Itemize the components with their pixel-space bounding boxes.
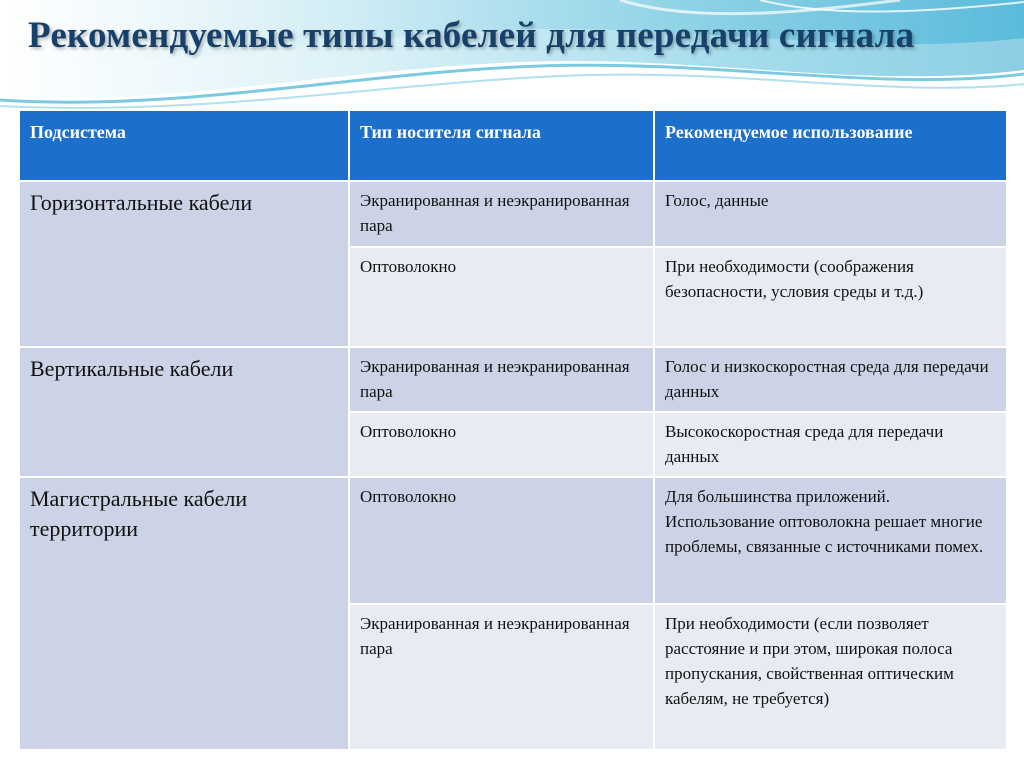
table-header-row — [19, 110, 1007, 181]
header-subsystem: Подсистема — [19, 110, 349, 181]
usage-cell: При необходимости (если позволяет расстояние и при этом, широкая полоса пропускания, свойственная оптическим кабелям, не требуется) — [654, 604, 1007, 750]
medium-cell: Оптоволокно — [349, 247, 654, 347]
medium-cell: Экранированная и неэкранированная пара — [349, 347, 654, 412]
usage-cell: Высокоскоростная среда для передачи данных — [654, 412, 1007, 477]
table-row — [19, 181, 1007, 247]
usage-cell: Для большинства приложений. Использование оптоволокна решает многие проблемы, связанные с источниками помех. — [654, 477, 1007, 604]
table-row — [19, 477, 1007, 604]
subsystem-cell: Вертикальные кабели — [19, 347, 349, 477]
usage-cell: При необходимости (соображения безопасности, условия среды и т.д.) — [654, 247, 1007, 347]
medium-cell: Оптоволокно — [349, 412, 654, 477]
slide-title: Рекомендуемые типы кабелей для передачи сигнала — [28, 15, 915, 56]
header-recommended-usage: Рекомендуемое использование — [654, 110, 1007, 181]
header-medium-type: Тип носителя сигнала — [349, 110, 654, 181]
medium-cell: Оптоволокно — [349, 477, 654, 604]
cable-types-table — [18, 109, 1008, 751]
table-row — [19, 347, 1007, 412]
medium-cell: Экранированная и неэкранированная пара — [349, 181, 654, 247]
subsystem-cell: Горизонтальные кабели — [19, 181, 349, 347]
usage-cell: Голос и низкоскоростная среда для передачи данных — [654, 347, 1007, 412]
usage-cell: Голос, данные — [654, 181, 1007, 247]
medium-cell: Экранированная и неэкранированная пара — [349, 604, 654, 750]
subsystem-cell: Магистральные кабели территории — [19, 477, 349, 750]
